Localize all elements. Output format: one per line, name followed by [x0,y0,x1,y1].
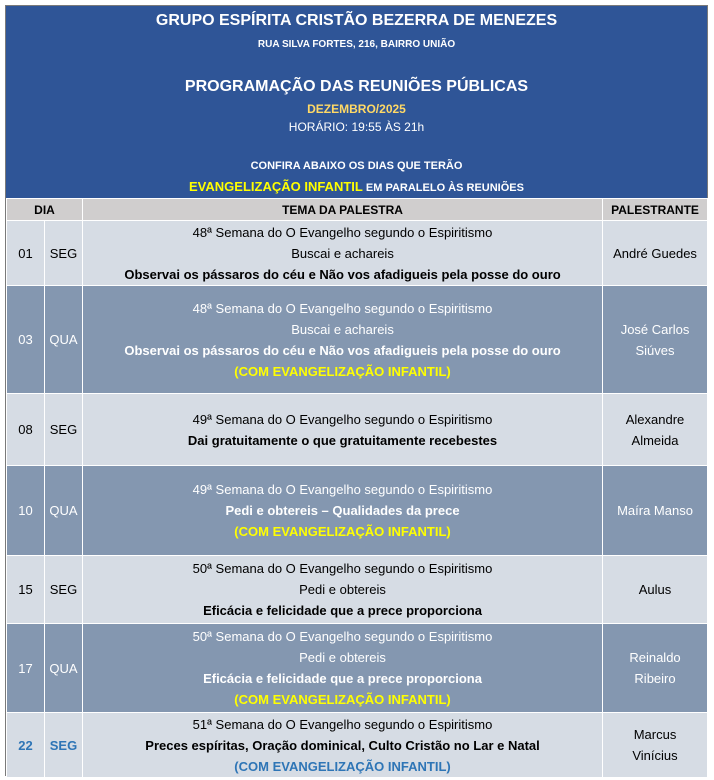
table-row [7,466,708,556]
table-header-row [7,199,708,221]
header-banner [6,6,707,198]
evangelization-note: (COM EVANGELIZAÇÃO INFANTIL) [234,692,451,707]
schedule-sheet [5,5,708,776]
subtitle-line: Buscai e achareis [291,245,394,261]
week-line: 51ª Semana do O Evangelho segundo o Espiritismo [192,716,493,732]
speaker-line-1: Aulus [638,582,672,597]
table-row [7,556,708,624]
week-line: 49ª Semana do O Evangelho segundo o Espiritismo [192,411,493,427]
theme-cell [83,624,603,713]
speaker-line-2: Siúves [635,342,675,358]
speaker-line-2: Vinícius [632,748,678,763]
theme-cell [83,556,603,624]
speaker-line-1: Reinaldo [629,650,681,665]
subtitle-line: Pedi e obtereis [299,650,386,665]
table-row [7,624,708,713]
topic-line: Pedi e obtereis – Qualidades da prece [225,503,460,518]
evangelization-note: (COM EVANGELIZAÇÃO INFANTIL) [234,524,451,539]
speaker-line-1: André Guedes [613,245,697,261]
weekday: SEG [45,713,83,778]
topic-line: Eficácia e felicidade que a prece proporciona [203,603,482,618]
weekday: QUA [45,286,83,394]
week-line: 50ª Semana do O Evangelho segundo o Espiritismo [192,561,493,576]
speaker-cell [603,286,708,394]
org-address: RUA SILVA FORTES, 216, BAIRRO UNIÃO [257,39,456,50]
speaker-line-2: Ribeiro [634,671,676,686]
theme-cell [83,286,603,394]
page-title: PROGRAMAÇÃO DAS REUNIÕES PÚBLICAS [184,78,529,95]
col-speaker-header: PALESTRANTE [603,199,708,221]
org-name: GRUPO ESPÍRITA CRISTÃO BEZERRA DE MENEZES [155,12,558,29]
month-label: DEZEMBRO/2025 [307,102,406,116]
day-number: 10 [7,466,45,556]
day-number: 01 [7,221,45,286]
subtitle-line: Pedi e obtereis [299,582,386,597]
weekday: QUA [45,466,83,556]
day-number: 15 [7,556,45,624]
speaker-cell [603,624,708,713]
speaker-cell [603,394,708,466]
week-line: 50ª Semana do O Evangelho segundo o Espiritismo [192,629,493,644]
weekday: SEG [45,556,83,624]
topic-line: Dai gratuitamente o que gratuitamente recebestes [187,432,498,448]
topic-line: Observai os pássaros do céu e Não vos afadigueis pela posse do ouro [124,342,561,358]
col-theme-header: TEMA DA PALESTRA [83,199,603,221]
week-line: 49ª Semana do O Evangelho segundo o Espiritismo [192,482,493,497]
topic-line: Observai os pássaros do céu e Não vos afadigueis pela posse do ouro [124,266,561,282]
table-row [7,221,708,286]
day-number: 03 [7,286,45,394]
speaker-cell [603,556,708,624]
weekday: SEG [45,394,83,466]
note-line-1: CONFIRA ABAIXO OS DIAS QUE TERÃO [250,160,463,172]
evangelization-note: (COM EVANGELIZAÇÃO INFANTIL) [234,758,451,774]
subtitle-line: Buscai e achareis [291,321,394,337]
table-row [7,713,708,778]
note-rest: EM PARALELO ÀS REUNIÕES [362,182,524,194]
speaker-line-1: Marcus [633,727,677,742]
note-highlight: EVANGELIZAÇÃO INFANTIL [189,179,363,194]
theme-cell [83,394,603,466]
theme-cell [83,466,603,556]
evangelization-note: (COM EVANGELIZAÇÃO INFANTIL) [234,363,451,379]
topic-line: Eficácia e felicidade que a prece proporciona [203,671,482,686]
speaker-line-1: Maíra Manso [617,503,693,518]
time-label: HORÁRIO: 19:55 ÀS 21h [288,120,425,134]
table-row [7,286,708,394]
day-number: 22 [7,713,45,778]
speaker-line-2: Almeida [631,432,679,448]
speaker-line-1: Alexandre [625,411,685,427]
speaker-line-1: José Carlos [620,321,690,337]
day-number: 08 [7,394,45,466]
topic-line: Preces espíritas, Oração dominical, Culto Cristão no Lar e Natal [145,737,540,753]
theme-cell [83,713,603,778]
speaker-cell [603,221,708,286]
speaker-cell [603,713,708,778]
week-line: 48ª Semana do O Evangelho segundo o Espiritismo [192,300,493,316]
note-line-2 [6,179,707,194]
day-number: 17 [7,624,45,713]
weekday: SEG [45,221,83,286]
col-day-header: DIA [7,199,83,221]
schedule-table [6,198,708,778]
table-row [7,394,708,466]
theme-cell [83,221,603,286]
speaker-cell [603,466,708,556]
weekday: QUA [45,624,83,713]
week-line: 48ª Semana do O Evangelho segundo o Espiritismo [192,224,493,240]
